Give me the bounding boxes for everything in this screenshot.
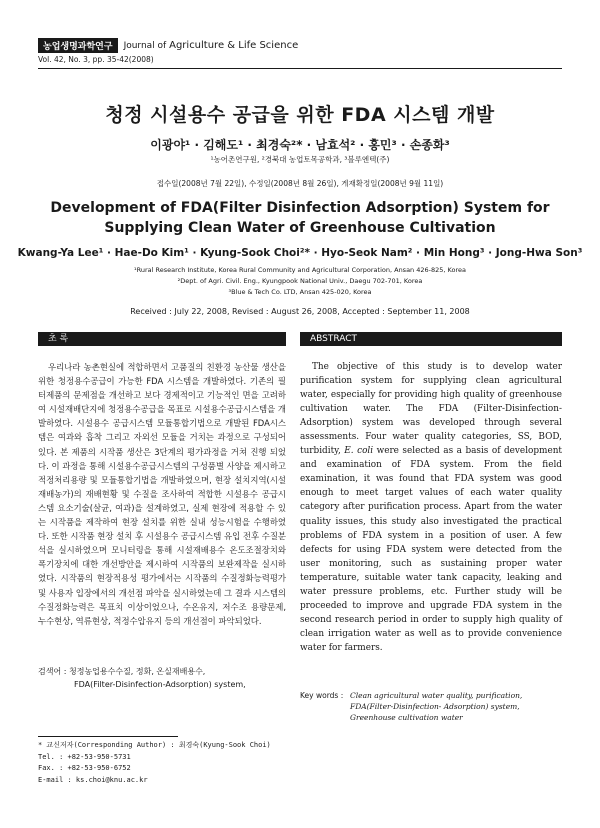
korean-title: 청정 시설용수 공급을 위한 FDA 시스템 개발 [105,104,495,126]
english-authors: Kwang-Ya Lee¹ · Hae-Do Kim¹ · Kyung-Sook Choi²* · Hyo-Seok Nam² · Min Hong³ · Jong-Hwa Son³ [17,247,583,259]
header-rule [38,68,562,69]
footnote-email: E-mail : ks.choi@knu.ac.kr [38,775,148,784]
english-keywords [300,690,562,723]
korean-keywords-line2: FDA(Filter-Disinfection-Adsorption) system, [74,680,246,689]
footnote-fax: Fax. : +82-53-950-6752 [38,764,131,772]
footnote-author: * 교신저자(Corresponding Author) : 최경숙(Kyung-Sook Choi) [38,741,271,749]
english-title [40,198,560,238]
english-keywords-label: Key words : [300,691,344,700]
korean-affiliations: ¹농어촌연구원, ²경북대 농업토목공학과, ³블루엔텍(주) [210,155,390,164]
affiliation-2: ²Dept. of Agri. Civil. Eng., Kyungpook National Univ., Daegu 702-701, Korea [177,277,423,285]
footnote [38,740,271,786]
footnote-rule [38,736,178,737]
journal-logo: 농업생명과학연구 [38,38,118,53]
korean-authors: 이광야¹ · 김해도¹ · 최경숙²* · 남효석² · 홍민³ · 손종화³ [150,138,450,152]
korean-keywords-label: 검색어 : [38,667,67,676]
english-title-line2: Supplying Clean Water of Greenhouse Cultivation [104,220,496,236]
korean-abstract: 우리나라 농촌현실에 적합하면서 고품질의 친환경 농산물 생산을 위한 청정용수공급이 가능한 FDA 시스템을 개발하였다. 기존의 필터제품의 문제점을 개선하고 보다 경제적이고 기능적인 면을 고려하여 시설재배단지에 청정용수공급을 목표로 시설용수공급시스템을 개발하였다. 시설용수 공급시스템 모듈통합기법으로 개발된 FDA시스템은 여과와 흡착 그리고 자외선 모듈을 거치는 과정으로 구성되어 있다. 본 제품의 시작품 생산은 3단계의 평가과정을 거쳐 진행 되었다. 이 과정을 통해 시설용수공급시스템의 구성품별 사양을 제시하고 적정처리용량 및 모듈통합기법을 개발하였으며, 현장 설치지역(시설재배농가)의 재배현황 및 수질을 조사하여 적합한 시설용수 공급시스템 요소기술(살균, 여과)을 설계하였고, 실제 현장에 적용할 수 있는 시작품을 제작하여 현장 설치를 위한 실내 성능시험을 수행하였다. 또한 시작품 현장 설치 후 시설용수 공급시스템 유입 전후 수질분석을 실시하였으며 모니터링을 통해 시설재배용수 온도조절장치와 폭기장치에 대한 개선방안을 제시하여 시작품의 보완제작을 실시하였다. 시작품의 현장적용성 평가에서는 시작품의 수질정화능력평가 및 사용자 입장에서의 개선점 파악을 실시하였는데 그 결과 시스템의 수질정화능력은 목표치 이상이었으나, 수온유지, 저수조 용량문제, 누수현상, 역류현상, 적정수압유지 등의 개선점이 파악되었다. [38,362,286,626]
korean-keywords-line1: 청정농업용수수질, 정화, 온실재배용수, [68,667,206,676]
footnote-tel: Tel. : +82-53-950-5731 [38,752,131,761]
korean-keywords [38,665,286,691]
korean-dates: 접수일(2008년 7월 22일), 수정일(2008년 8월 26일), 게재확정일(2008년 9월 11일) [156,179,444,188]
journal-header [38,38,298,53]
english-title-line1: Development of FDA(Filter Disinfection Adsorption) System for [50,200,550,216]
english-abstract-heading: ABSTRACT [300,332,562,346]
affiliation-3: ³Blue & Tech Co. LTD, Ansan 425-020, Korea [228,288,372,296]
korean-abstract-heading: 초 록 [38,332,286,346]
english-abstract: The objective of this study is to develop water purification system for supplying clean agricultural water, especially for providing high quality of greenhouse cultivation water. The FDA (Filter-Disinfection-Adsorption) system was developed through several assessments. Four water quality categories, SS, BOD, turbidity, E. coli were selected as a basis of development and examination of FDA system. From the field examination, it was found that FDA system was good enough to meet target values of each water quality category after purification process. Apart from the water quality issues, this study also investigated the practical problems of FDA system in a position of user. A few defects for using FDA system were detected from the user monitoring, such as sustaining proper water temperature, suitable water tank capacity, leaking and water pressure problems, etc. Further study will be proceeded to improve and upgrade FDA system in the second research period in order to supply high quality of clean irrigation water as well as to provide convenience water for farmers. [300,362,563,653]
english-dates: Received : July 22, 2008, Revised : August 26, 2008, Accepted : September 11, 2008 [130,307,470,316]
journal-name: Journal of Agriculture & Life Science [123,40,299,51]
affiliation-1: ¹Rural Research Institute, Korea Rural Community and Agricultural Corporation, Ansan 426-825, Korea [134,266,466,274]
english-keywords-value: Clean agricultural water quality, purification, FDA(Filter-Disinfection- Adsorption) system, Greenhouse cultivation water [350,691,523,722]
volume-info: Vol. 42, No. 3, pp. 35-42(2008) [38,55,154,64]
